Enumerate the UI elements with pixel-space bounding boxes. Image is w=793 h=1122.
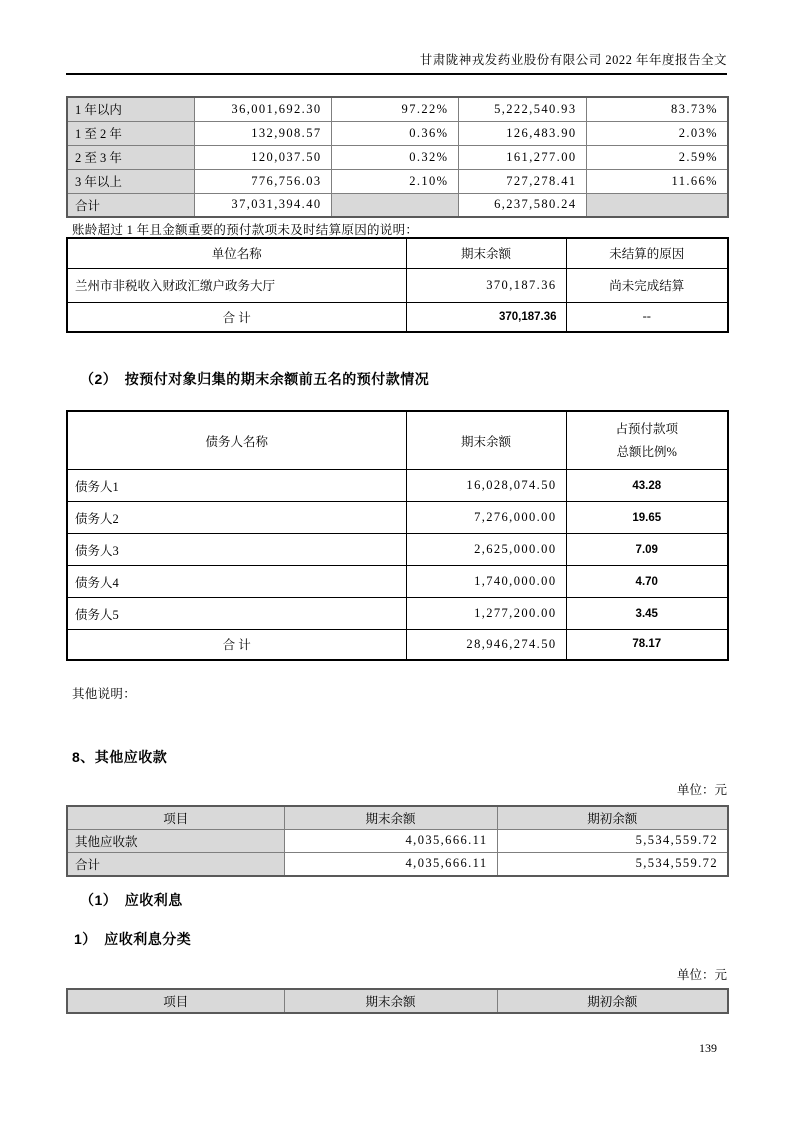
- column-header-line2: 总额比例%: [616, 444, 677, 459]
- aging-label-cell: 1 至 2 年: [67, 121, 194, 145]
- amount-cell: 727,278.41: [458, 169, 586, 193]
- table-row: [67, 169, 728, 193]
- total-label-cell: 合计: [67, 852, 284, 876]
- prepayment-aging-table: [66, 96, 729, 218]
- reason-cell: --: [566, 302, 728, 332]
- pct-cell: 0.32%: [331, 145, 458, 169]
- pct-cell: 4.70: [566, 566, 728, 598]
- debtor-name-cell: 债务人1: [67, 470, 406, 502]
- aging-total-label-cell: 合计: [67, 193, 194, 217]
- amount-cell: 2,625,000.00: [406, 534, 566, 566]
- unit-label: 单位：元: [676, 783, 727, 797]
- pct-cell: 43.28: [566, 470, 728, 502]
- column-header: 期初余额: [497, 806, 728, 829]
- amount-cell: 28,946,274.50: [406, 630, 566, 660]
- total-label-cell: 合 计: [67, 302, 406, 332]
- debtor-name-cell: 债务人4: [67, 566, 406, 598]
- amount-cell: 120,037.50: [194, 145, 331, 169]
- page-number: 139: [699, 1041, 717, 1055]
- table-row: [67, 829, 728, 852]
- table-header-row: [67, 411, 728, 470]
- other-note: 其他说明：: [72, 687, 137, 701]
- amount-cell: 132,908.57: [194, 121, 331, 145]
- column-header: 项目: [67, 806, 284, 829]
- other-receivables-table: [66, 805, 729, 877]
- amount-cell: 5,534,559.72: [497, 852, 728, 876]
- table-header-row: [67, 989, 728, 1013]
- aging-label-cell: 1 年以内: [67, 97, 194, 121]
- table-total-row: [67, 630, 728, 660]
- column-header: 债务人名称: [67, 411, 406, 470]
- pct-cell: 0.36%: [331, 121, 458, 145]
- debtor-name-cell: 债务人3: [67, 534, 406, 566]
- amount-cell: 370,187.36: [406, 268, 566, 302]
- pct-cell: 2.59%: [586, 145, 728, 169]
- table-header-row: [67, 806, 728, 829]
- pct-cell: 83.73%: [586, 97, 728, 121]
- pct-cell: 97.22%: [331, 97, 458, 121]
- table-total-row: [67, 302, 728, 332]
- header-rule: [66, 73, 727, 75]
- table-total-row: [67, 193, 728, 217]
- table-row: [67, 145, 728, 169]
- column-header: 期初余额: [497, 989, 728, 1013]
- interest-receivable-table: [66, 988, 729, 1014]
- column-header: [566, 411, 728, 470]
- item-cell: 其他应收款: [67, 829, 284, 852]
- table-row: [67, 97, 728, 121]
- table-row: [67, 598, 728, 630]
- amount-cell: 776,756.03: [194, 169, 331, 193]
- column-header-line1: 占预付款项: [615, 421, 678, 436]
- aging-note: 账龄超过 1 年且金额重要的预付款项未及时结算原因的说明：: [72, 223, 419, 237]
- unit-label: 单位：元: [676, 968, 727, 982]
- amount-cell: 37,031,394.40: [194, 193, 331, 217]
- table-row: [67, 502, 728, 534]
- pct-cell: 2.10%: [331, 169, 458, 193]
- debtor-name-cell: 债务人5: [67, 598, 406, 630]
- amount-cell: 16,028,074.50: [406, 470, 566, 502]
- column-header: 期末余额: [406, 238, 566, 268]
- table-row: [67, 470, 728, 502]
- debtor-name-cell: 债务人2: [67, 502, 406, 534]
- section-heading-other-receivables: 8、其他应收款: [72, 749, 168, 765]
- aging-label-cell: 2 至 3 年: [67, 145, 194, 169]
- amount-cell: 4,035,666.11: [284, 852, 497, 876]
- subsection-heading-interest-class: 1） 应收利息分类: [74, 931, 192, 947]
- amount-cell: 1,740,000.00: [406, 566, 566, 598]
- table-total-row: [67, 852, 728, 876]
- column-header: 未结算的原因: [566, 238, 728, 268]
- column-header: 项目: [67, 989, 284, 1013]
- amount-cell: 370,187.36: [406, 302, 566, 332]
- amount-cell: 4,035,666.11: [284, 829, 497, 852]
- amount-cell: 7,276,000.00: [406, 502, 566, 534]
- table-row: [67, 121, 728, 145]
- amount-cell: 36,001,692.30: [194, 97, 331, 121]
- table-row: [67, 566, 728, 598]
- column-header: 期末余额: [284, 806, 497, 829]
- reason-cell: 尚未完成结算: [566, 268, 728, 302]
- table-row: [67, 268, 728, 302]
- aging-label-cell: 3 年以上: [67, 169, 194, 193]
- pct-cell: 11.66%: [586, 169, 728, 193]
- amount-cell: 5,534,559.72: [497, 829, 728, 852]
- pct-cell: 78.17: [566, 630, 728, 660]
- unit-name-cell: 兰州市非税收入财政汇缴户政务大厅: [67, 268, 406, 302]
- amount-cell: 5,222,540.93: [458, 97, 586, 121]
- table-header-row: [67, 238, 728, 268]
- amount-cell: 1,277,200.00: [406, 598, 566, 630]
- pct-cell: 2.03%: [586, 121, 728, 145]
- column-header: 期末余额: [406, 411, 566, 470]
- unsettled-prepayment-table: [66, 237, 729, 333]
- amount-cell: 6,237,580.24: [458, 193, 586, 217]
- amount-cell: 126,483.90: [458, 121, 586, 145]
- report-header-title: 甘肃陇神戎发药业股份有限公司 2022 年年度报告全文: [419, 53, 727, 67]
- pct-cell: [586, 193, 728, 217]
- section-heading-prepay-top5: （2） 按预付对象归集的期末余额前五名的预付款情况: [80, 371, 430, 387]
- section-heading-interest: （1） 应收利息: [80, 892, 183, 908]
- pct-cell: 7.09: [566, 534, 728, 566]
- prepay-top5-table: [66, 410, 729, 661]
- column-header: 单位名称: [67, 238, 406, 268]
- pct-cell: 19.65: [566, 502, 728, 534]
- total-label-cell: 合 计: [67, 630, 406, 660]
- amount-cell: 161,277.00: [458, 145, 586, 169]
- pct-cell: 3.45: [566, 598, 728, 630]
- column-header: 期末余额: [284, 989, 497, 1013]
- table-row: [67, 534, 728, 566]
- pct-cell: [331, 193, 458, 217]
